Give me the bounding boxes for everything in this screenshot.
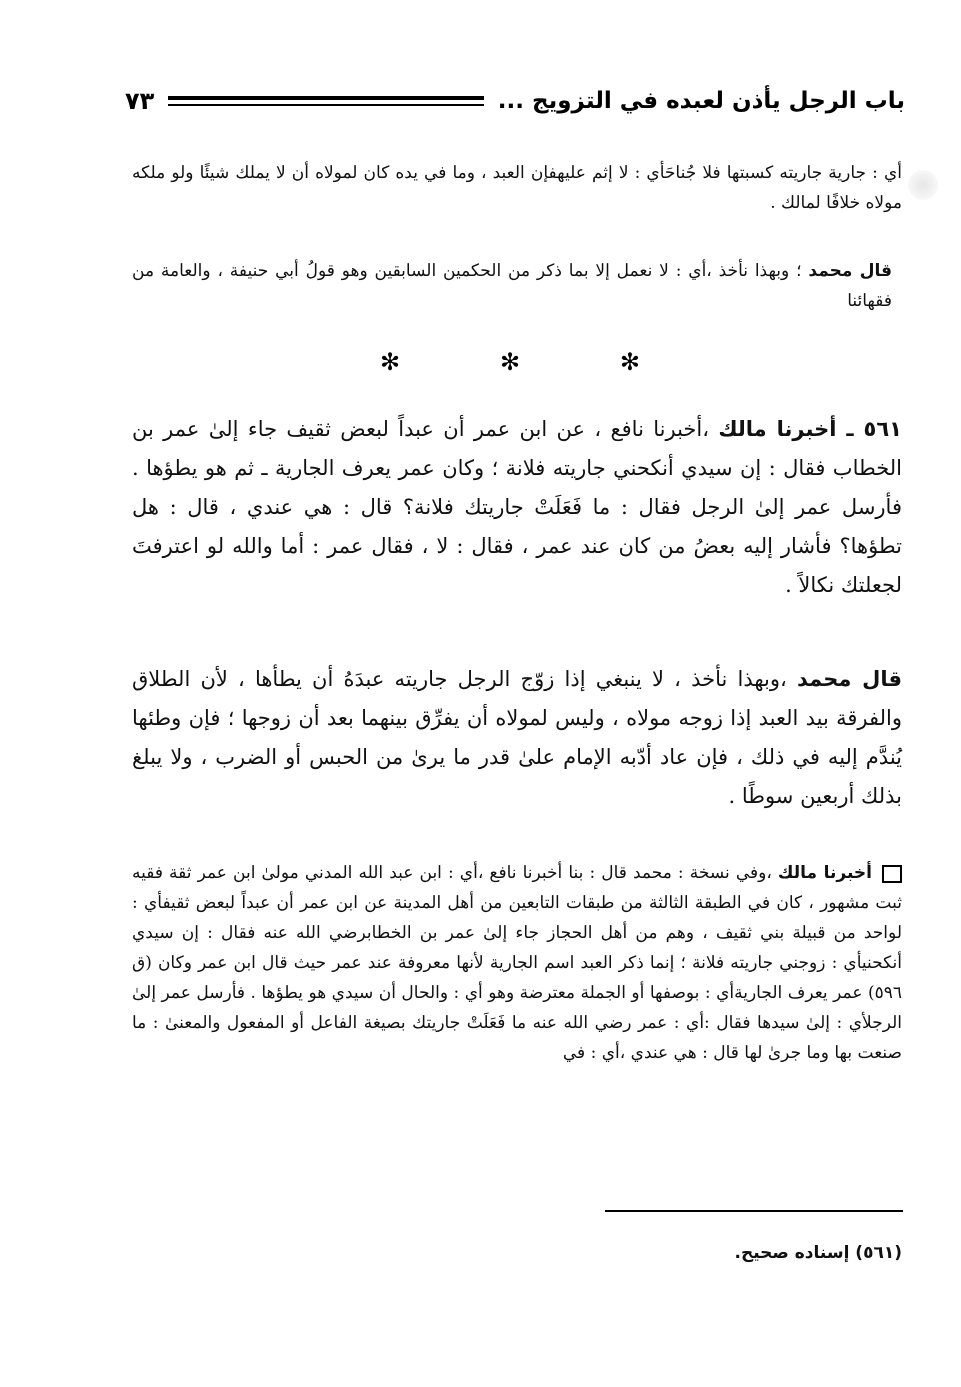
- scan-speck: [908, 170, 938, 200]
- speaker-label: قال محمد: [808, 261, 892, 281]
- commentary-top-paragraph-2: [132, 256, 892, 316]
- hadith-text: ،أخبرنا نافع ، عن ابن عمر أن عبداً لبعض ثقيف جاء إلىٰ عمر بن الخطاب فقال : إن سيدي أنكحني جاريته فلانة ؛ وكان عمر يعرف الجارية ـ ثم هو يطؤها . فأرسل عمر إلىٰ الرجل فقال : ما فَعَلَتْ جاريتك فلانة؟ قال : هي عندي ، قال : هل تطؤها؟ فأشار إليه بعضُ من كان عند عمر ، فقال : لا ، فقال عمر : أما والله لو اعترفتَ لجعلتك نكالاً .: [132, 417, 902, 597]
- ruling-text: ،وبهذا نأخذ ، لا ينبغي إذا زوّج الرجل جاريته عبدَهُ أن يطأها ، لأن الطلاق والفرقة بيد العبد إذا زوجه مولاه ، وليس لمولاه أن يفرِّق بينهما بعد أن زوجها ؛ فإن وطئها يُندَّم إليه في ذلك ، فإن عاد أدّبه الإمام علىٰ قدر ما يرىٰ من الحبس أو الضرب ، ولا يبلغ بذلك أربعين سوطًا .: [132, 667, 902, 808]
- commentary-top-paragraph-1: [132, 158, 902, 218]
- hadith-number-and-narrator: ٥٦١ ـ أخبرنا مالك: [718, 417, 902, 441]
- commentary-bottom: [132, 858, 902, 1068]
- section-separator: [380, 348, 640, 376]
- narrator-label: أخبرنا مالك: [777, 863, 873, 883]
- commentary-text: ؛ وبهذا نأخذ ،أي : لا نعمل إلا بما ذكر من الحكمين السابقين وهو قولُ أبي حنيفة ، والعامة من فقهائنا: [132, 261, 892, 311]
- star-ornament: ✻: [619, 348, 640, 376]
- star-ornament: ✻: [499, 348, 521, 376]
- chapter-title: باب الرجل يأذن لعبده في التزويج ...: [497, 88, 905, 114]
- hadith-paragraph: [132, 410, 902, 605]
- ruling-paragraph: [132, 660, 902, 816]
- speaker-label: قال محمد: [796, 667, 902, 691]
- star-ornament: ✻: [380, 348, 401, 376]
- header-rule: [168, 96, 483, 106]
- commentary-text: ،وفي نسخة : محمد قال : بنا أخبرنا نافع ،أي : ابن عبد الله المدني مولىٰ ابن عمر ثقة فقيه ثبت مشهور ، كان في الطبقة الثالثة من طبقات التابعين من أهل المدينة عن ابن عمر أن عبداً لبعض ثقيفأي : لواحد من قبيلة بني ثقيف ، وهم من أهل الحجاز جاء إلىٰ عمر بن الخطابرضي الله عنه فقال : إن سيدي أنكحنيأي : زوجني جاريته فلانة ؛ إنما ذكر العبد اسم الجارية لأنها معروفة عند عمر حيث قال ابن عمر وكان (ق ٥٩٦) عمر يعرف الجاريةأي : بوصفها أو الجملة معترضة وهو أي : والحال أن سيدي هو يطؤها . فأرسل عمر إلىٰ الرجلأي : إلىٰ سيدها فقال :أي : عمر رضي الله عنه ما فَعَلَتْ جاريتك بصيغة الفاعل أو المفعول والمعنىٰ : ما صنعت بها وما جرىٰ لها قال : هي عندي ،أي : في: [132, 863, 902, 1063]
- footnote-rule: [605, 1210, 903, 1212]
- footnote-text: (٥٦١) إسناده صحيح.: [734, 1243, 902, 1263]
- commentary-text: أي : جارية جاريته كسبتها فلا جُناحَأي : لا إثم عليهفإن العبد ، وما في يده كان لمولاه أن لا يملك شيئًا ولو ملكه مولاه خلافًا لمالك .: [132, 163, 902, 213]
- footnote: [400, 1238, 902, 1268]
- page-number: ٧٣: [125, 87, 155, 115]
- square-bullet-icon: [882, 865, 902, 883]
- running-header: [125, 78, 905, 124]
